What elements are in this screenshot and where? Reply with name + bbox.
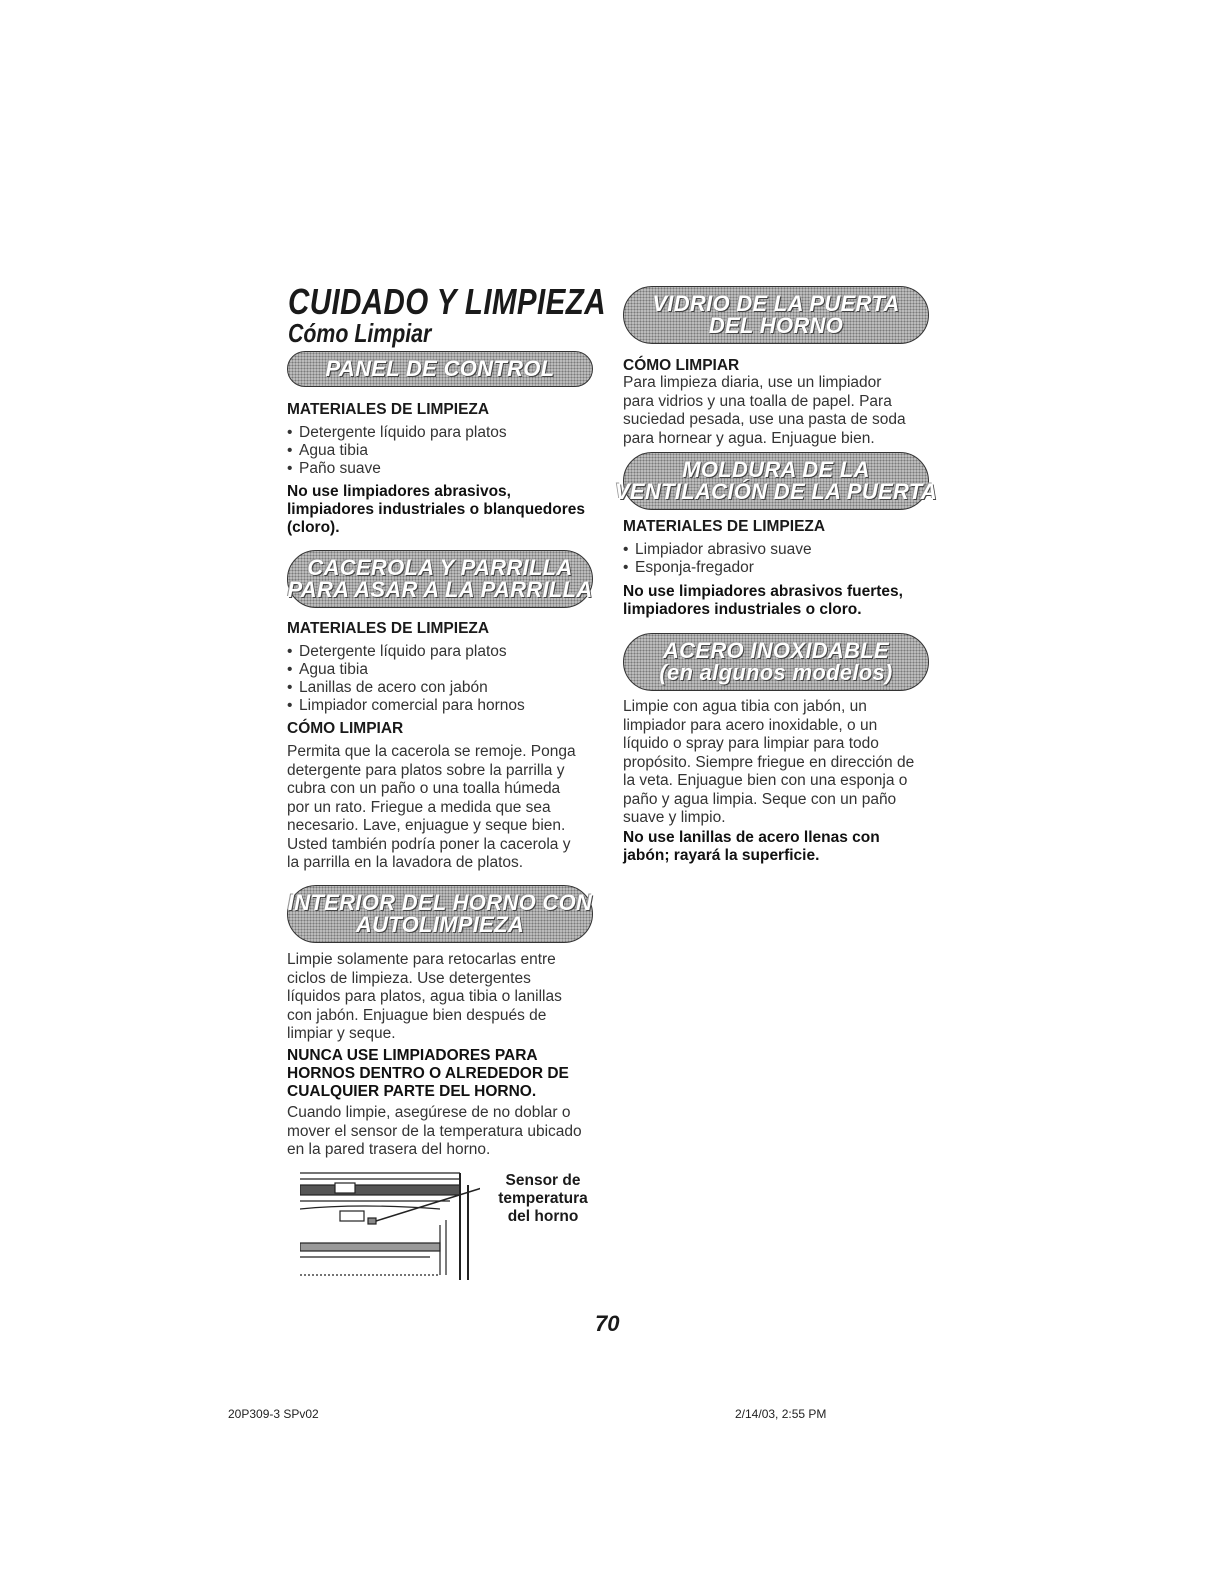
list-item: • Agua tibia [287, 442, 507, 460]
banner-interior-horno: INTERIOR DEL HORNO CON AUTOLIMPIEZA [287, 885, 593, 943]
banner-cacerola-parrilla: CACEROLA Y PARRILLA PARA ASAR A LA PARRILLA [287, 550, 593, 608]
section-heading: CÓMO LIMPIAR [287, 720, 404, 737]
footer-timestamp: 2/14/03, 2:55 PM [735, 1407, 827, 1421]
list-item: • Limpiador comercial para hornos [287, 697, 525, 715]
warning-text: No use limpiadores abrasivos, limpiadores industriales o blanquedores (cloro). [287, 483, 586, 536]
banner-acero-inoxidable: ACERO INOXIDABLE (en algunos modelos) [623, 633, 929, 691]
banner-panel-de-control: PANEL DE CONTROL [287, 351, 593, 387]
banner-moldura-ventilacion: MOLDURA DE LA VENTILACIÓN DE LA PUERTA [623, 452, 929, 510]
list-item: • Paño suave [287, 460, 507, 478]
page-title: CUIDADO Y LIMPIEZA [288, 281, 606, 322]
body-text: Limpie solamente para retocarlas entre ciclos de limpieza. Use detergentes líquidos para platos, agua tibia o lanillas con jabón. Enjuague bien después de limpiar y seque. [287, 951, 562, 1042]
warning-text: No use lanillas de acero llenas con jabón; rayará la superficie. [623, 829, 880, 864]
list-item: • Detergente líquido para platos [287, 424, 507, 442]
footer-document-code: 20P309-3 SPv02 [228, 1407, 319, 1421]
section-heading: MATERIALES DE LIMPIEZA [623, 518, 826, 535]
bullet-list [287, 643, 525, 715]
list-item: • Detergente líquido para platos [287, 643, 525, 661]
body-text: Permita que la cacerola se remoje. Ponga detergente para platos sobre la parrilla y cubra con un paño o una toalla húmeda por un rato. Friegue a medida que sea necesario. Lave, enjuague y seque bien. Usted también podría poner la cacerola y la parrilla en la lavadora de platos. [287, 743, 576, 871]
body-text: Limpie con agua tibia con jabón, un limpiador para acero inoxidable, o un líquido o spray para limpiar para todo propósito. Siempre friegue en dirección de la veta. Enjuague bien con una esponja o paño y agua limpia. Seque con un paño suave y limpio. [623, 698, 915, 826]
body-text: Cuando limpie, asegúrese de no doblar o mover el sensor de la temperatura ubicado en la pared trasera del horno. [287, 1104, 582, 1158]
banner-vidrio-puerta: VIDRIO DE LA PUERTA DEL HORNO [623, 286, 929, 344]
bullet-list [623, 541, 812, 577]
page-number: 70 [595, 1311, 620, 1336]
body-text: Para limpieza diaria, use un limpiador para vidrios y una toalla de papel. Para suciedad pesada, use una pasta de soda para hornear y agua. Enjuague bien. [623, 374, 906, 447]
list-item: • Agua tibia [287, 661, 525, 679]
list-item: • Lanillas de acero con jabón [287, 679, 525, 697]
warning-text: NUNCA USE LIMPIADORES PARA HORNOS DENTRO O ALREDEDOR DE CUALQUIER PARTE DEL HORNO. [287, 1047, 569, 1100]
oven-sensor-illustration [300, 1165, 480, 1280]
list-item: • Limpiador abrasivo suave [623, 541, 812, 559]
section-heading: CÓMO LIMPIAR [623, 357, 740, 374]
sensor-label: Sensor de temperatura del horno [498, 1172, 588, 1225]
warning-text: No use limpiadores abrasivos fuertes, limpiadores industriales o cloro. [623, 583, 903, 618]
list-item: • Esponja-fregador [623, 559, 812, 577]
section-heading: MATERIALES DE LIMPIEZA [287, 620, 490, 637]
bullet-list [287, 424, 507, 478]
section-heading: MATERIALES DE LIMPIEZA [287, 401, 490, 418]
page-subtitle: Cómo Limpiar [288, 318, 432, 348]
